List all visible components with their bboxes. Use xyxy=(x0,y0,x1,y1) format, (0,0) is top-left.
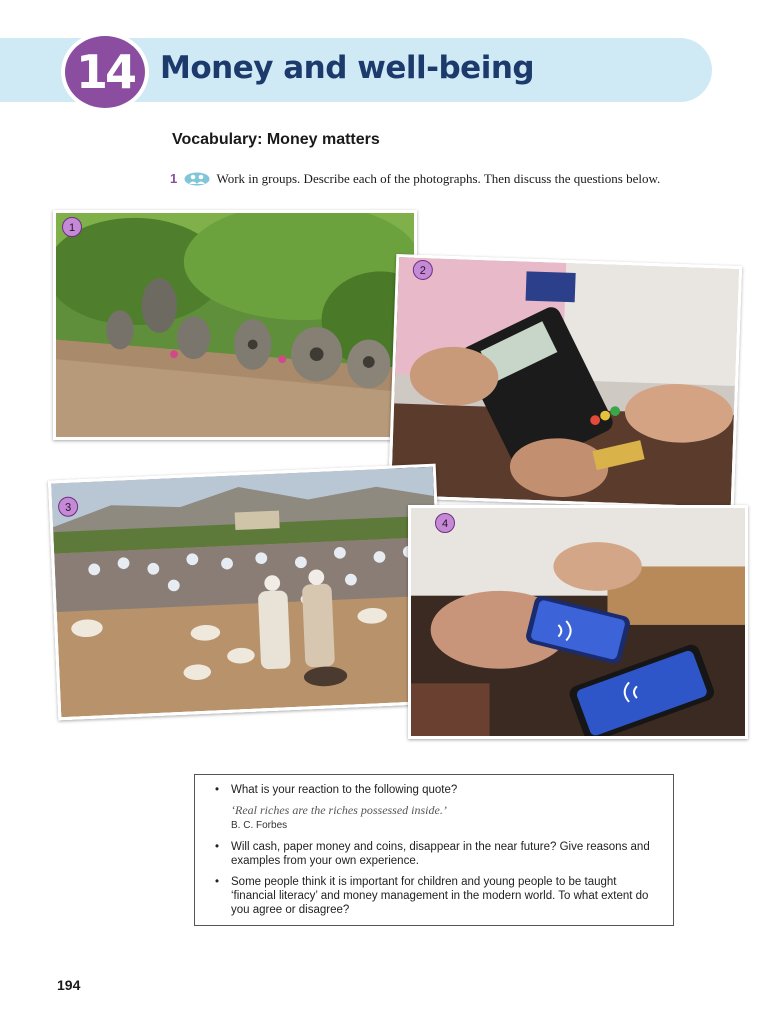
section-title: Vocabulary: Money matters xyxy=(172,131,380,148)
quote-author: B. C. Forbes xyxy=(231,820,288,831)
page-number: 194 xyxy=(57,977,81,993)
question-item xyxy=(231,783,661,833)
pair-work-icon xyxy=(184,172,210,189)
photo-contactless-payment xyxy=(408,505,748,739)
unit-title: Money and well-being xyxy=(160,50,535,86)
photo-card-payment xyxy=(388,254,742,510)
question-item xyxy=(231,840,661,868)
question-text: • Will cash, paper money and coins, disappear in the near future? Give reasons and examples from your own experience. xyxy=(231,841,650,867)
unit-number-badge: 14 xyxy=(61,32,149,112)
exercise-text: Work in groups. Describe each of the photographs. Then discuss the questions below. xyxy=(216,171,661,186)
photo-number-4: 4 xyxy=(435,513,455,533)
question-text: • What is your reaction to the following quote? xyxy=(231,784,458,796)
discussion-questions-box xyxy=(194,774,674,926)
question-item xyxy=(231,875,661,917)
livestock-market-image xyxy=(51,467,443,717)
contactless-payment-image xyxy=(411,508,745,736)
photo-number-2: 2 xyxy=(412,260,433,281)
photo-number-1: 1 xyxy=(62,217,82,237)
photo-number-3: 3 xyxy=(58,496,79,517)
quote-text: ‘Real riches are the riches possessed inside.’ xyxy=(231,803,447,817)
stone-money-image xyxy=(56,213,414,437)
photo-stone-money xyxy=(53,210,417,440)
exercise-number: 1 xyxy=(170,171,178,186)
card-payment-image xyxy=(391,257,739,507)
question-text: • Some people think it is important for children and young people to be taught ‘financial literacy’ and money management in the modern world. To what extent do you agree or disagree? xyxy=(231,876,649,916)
exercise-instruction xyxy=(170,171,690,189)
photo-livestock-market xyxy=(48,464,446,721)
